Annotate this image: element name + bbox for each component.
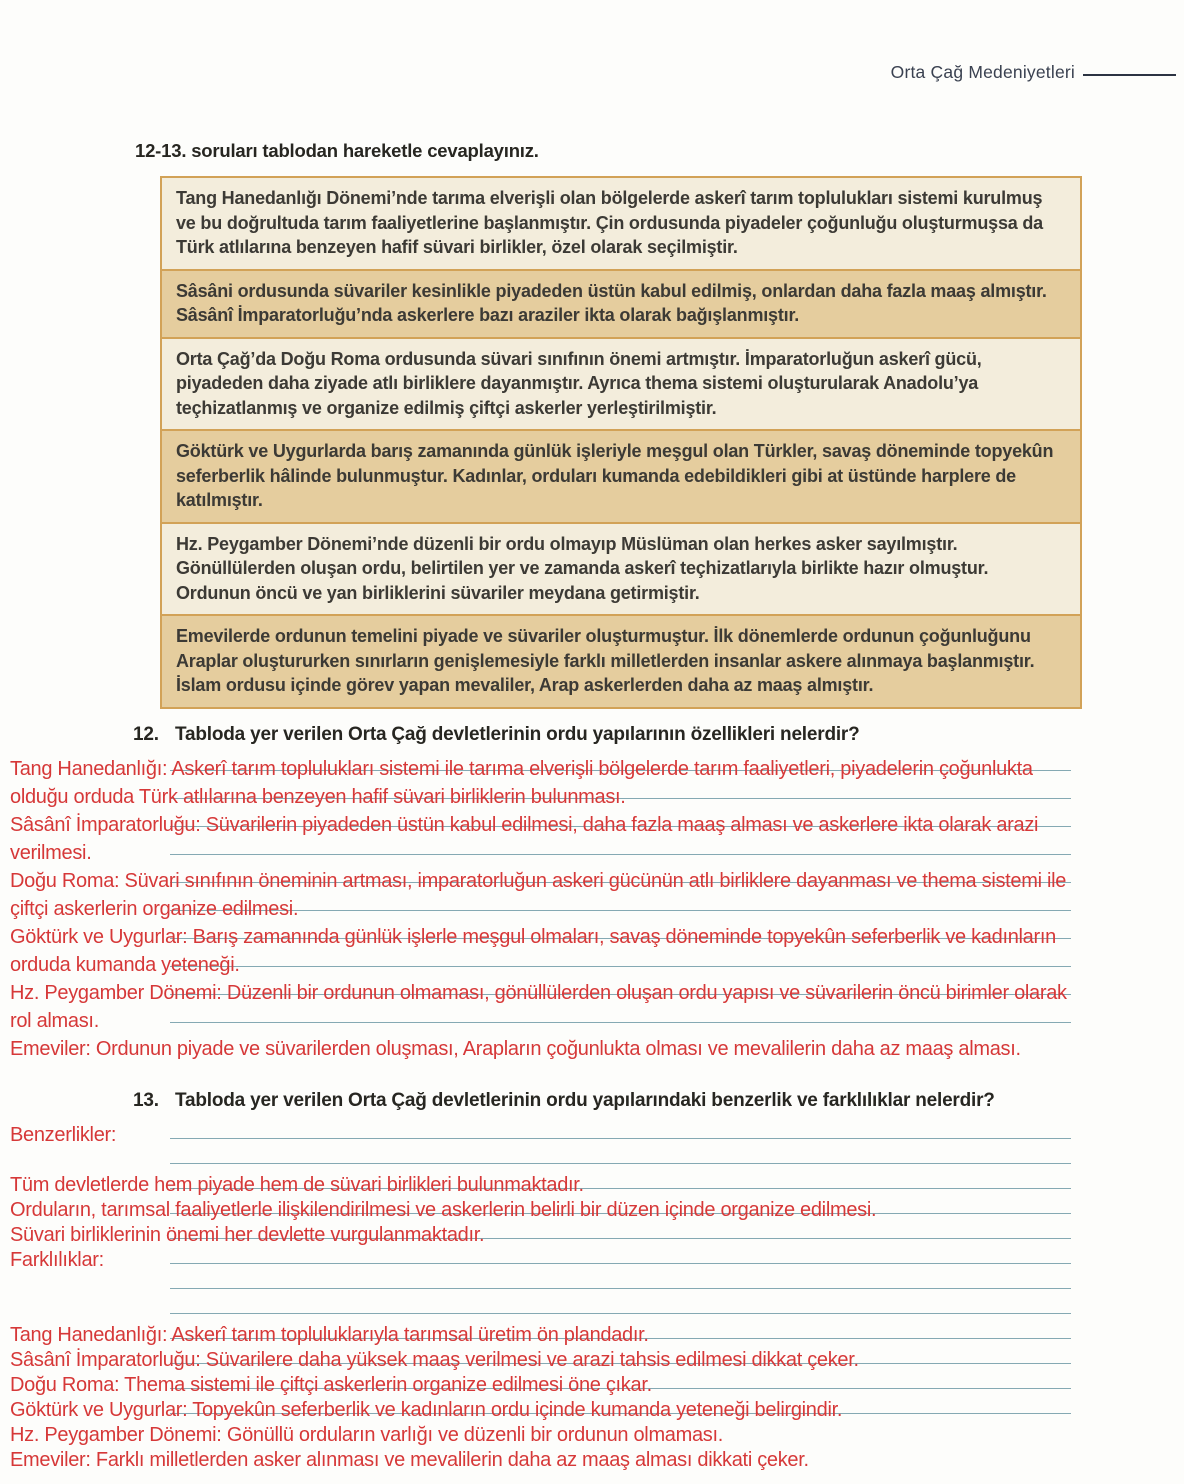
answer-row (10, 1147, 1176, 1172)
handwritten-answer-text: Hz. Peygamber Dönemi: Düzenli bir ordunun olmaması, gönüllülerden oluşan ordu yapısı ve süvarilerin öncü birimler olarak (10, 982, 1067, 1004)
ruled-line (170, 966, 1071, 967)
answer-row (10, 1347, 1176, 1372)
page-header (0, 62, 1176, 83)
ruled-line (170, 1138, 1071, 1139)
header-underline (1083, 74, 1176, 76)
handwritten-answer-text: orduda kumanda yeteneği. (10, 954, 240, 976)
handwritten-answer-text: Süvari birliklerinin önemi her devlette vurgulanmaktadır. (10, 1224, 485, 1246)
table-row: Sâsâni ordusunda süvariler kesinlikle piyadeden üstün kabul edilmiş, onlardan daha fazla maaş almıştır. Sâsânî İmparatorluğu’nda askerlere bazı araziler ikta olarak bağışlanmıştır. (162, 269, 1080, 337)
handwritten-answer-text: Tang Hanedanlığı: Askerî tarım toplulukları sistemi ile tarıma elverişli bölgelerde tarım faaliyetleri, piyadelerin çoğunlukta (10, 758, 1033, 780)
handwritten-answer-text: Sâsânî İmparatorluğu: Süvarilerin piyadeden üstün kabul edilmesi, daha fazla maaş alması ve askerlere ikta olarak arazi (10, 814, 1039, 836)
answer-row (10, 1008, 1176, 1036)
handwritten-answer-text: verilmesi. (10, 842, 92, 864)
handwritten-answer-text: Doğu Roma: Thema sistemi ile çiftçi askerlerin organize edilmesi öne çıkar. (10, 1374, 652, 1396)
ruled-line (170, 910, 1071, 911)
answer-row (10, 1372, 1176, 1397)
answer-row (10, 1172, 1176, 1197)
answer-row (10, 1036, 1176, 1064)
answer-row (10, 1297, 1176, 1322)
answer-row (10, 784, 1176, 812)
answer-row (10, 1222, 1176, 1247)
answer-row (10, 1447, 1176, 1472)
answer-row (10, 1397, 1176, 1422)
handwritten-answer-text: olduğu orduda Türk atlılarına benzeyen hafif süvari birliklerin bulunması. (10, 786, 626, 808)
answer-row (10, 756, 1176, 784)
page-header-title: Orta Çağ Medeniyetleri (890, 62, 1075, 82)
table-row: Tang Hanedanlığı Dönemi’nde tarıma elverişli olan bölgelerde askerî tarım toplulukları sistemi kurulmuş ve bu doğrultuda tarım faaliyetlerine başlanmıştır. Çin ordusunda piyadeler çoğunluğu oluşturmuşsa da Türk atlılarına benzeyen hafif süvari birlikler, özel olarak seçilmiştir. (162, 178, 1080, 269)
table-row: Orta Çağ’da Doğu Roma ordusunda süvari sınıfının önemi artmıştır. İmparatorluğun askerî gücü, piyadeden daha ziyade atlı birliklere dayanmıştır. Ayrıca thema sistemi oluşturularak Anadolu’ya teçhizatlanmış ve organize edilmiş çiftçi askerler yerleştirilmiştir. (162, 337, 1080, 430)
answer-row (10, 952, 1176, 980)
table-row: Hz. Peygamber Dönemi’nde düzenli bir ordu olmayıp Müslüman olan herkes asker sayılmıştır. Gönüllülerden oluşan ordu, belirtilen yer ve zamanda askerî teçhizatlarıyla birlikte hazır olmuştur. Ordunun öncü ve yan birliklerini süvariler meydana getirmiştir. (162, 522, 1080, 615)
question-13 (133, 1090, 1093, 1112)
ruled-line (170, 1022, 1071, 1023)
answer-row (10, 868, 1176, 896)
question-12-text: Tabloda yer verilen Orta Çağ devletlerinin ordu yapılarının özellikleri nelerdir? (175, 724, 860, 745)
answer-row (10, 896, 1176, 924)
question-12 (133, 724, 1093, 746)
answer-row (10, 1247, 1176, 1272)
answer-row (10, 812, 1176, 840)
handwritten-answer-text: Orduların, tarımsal faaliyetlerle ilişkilendirilmesi ve askerlerin belirli bir düzen içinde organize edilmesi. (10, 1199, 877, 1221)
handwritten-answer-text: çiftçi askerlerin organize edilmesi. (10, 898, 299, 920)
handwritten-answer-text: Farklılıklar: (10, 1249, 104, 1271)
table-row: Göktürk ve Uygurlarda barış zamanında günlük işleriyle meşgul olan Türkler, savaş döneminde topyekûn seferberlik hâlinde bulunmuştur. Kadınlar, orduları kumanda edebildikleri gibi at üstünde harplere de katılmıştır. (162, 429, 1080, 522)
answer-row (10, 1197, 1176, 1222)
question-13-answer-area (10, 1122, 1176, 1472)
ruled-line (170, 1288, 1071, 1289)
handwritten-answer-text: Tang Hanedanlığı: Askerî tarım topluluklarıyla tarımsal üretim ön plandadır. (10, 1324, 649, 1346)
ruled-line (170, 1313, 1071, 1314)
handwritten-answer-text: Doğu Roma: Süvari sınıfının öneminin artması, imparatorluğun askeri gücünün atlı birliklere dayanması ve thema sistemi ile (10, 870, 1067, 892)
answer-row (10, 1422, 1176, 1447)
question-12-answer-area (10, 756, 1176, 1064)
question-13-text: Tabloda yer verilen Orta Çağ devletlerinin ordu yapılarındaki benzerlik ve farklılıklar nelerdir? (175, 1090, 995, 1111)
instruction-text: 12-13. soruları tablodan hareketle cevaplayınız. (135, 140, 539, 161)
handwritten-answer-text: Göktürk ve Uygurlar: Topyekûn seferberlik ve kadınların ordu içinde kumanda yeteneği belirgindir. (10, 1399, 843, 1421)
handwritten-answer-text: Tüm devletlerde hem piyade hem de süvari birlikleri bulunmaktadır. (10, 1174, 584, 1196)
handwritten-answer-text: Benzerlikler: (10, 1124, 117, 1146)
answer-row (10, 1122, 1176, 1147)
answer-row (10, 924, 1176, 952)
handwritten-answer-text: Emeviler: Farklı milletlerden asker alınması ve mevalilerin daha az maaş alması dikkati çeker. (10, 1449, 809, 1471)
answer-row (10, 1322, 1176, 1347)
answer-row (10, 840, 1176, 868)
handwritten-answer-text: Emeviler: Ordunun piyade ve süvarilerden oluşması, Arapların çoğunlukta olması ve mevalilerin daha az maaş alması. (10, 1038, 1021, 1060)
handwritten-answer-text: rol alması. (10, 1010, 99, 1032)
info-table (160, 176, 1082, 709)
handwritten-answer-text: Sâsânî İmparatorluğu: Süvarilere daha yüksek maaş verilmesi ve arazi tahsis edilmesi dikkat çeker. (10, 1349, 859, 1371)
ruled-line (170, 854, 1071, 855)
handwritten-answer-text: Hz. Peygamber Dönemi: Gönüllü orduların varlığı ve düzenli bir ordunun olmaması. (10, 1424, 724, 1446)
answer-row (10, 980, 1176, 1008)
question-13-number: 13. (133, 1090, 159, 1111)
answer-row (10, 1272, 1176, 1297)
ruled-line (170, 1163, 1071, 1164)
ruled-line (170, 1263, 1071, 1264)
question-12-number: 12. (133, 724, 159, 745)
table-row: Emevilerde ordunun temelini piyade ve süvariler oluşturmuştur. İlk dönemlerde ordunun çoğunluğunu Araplar oluştururken sınırların genişlemesiyle farklı milletlerden insanlar askere alınmaya başlanmıştır. İslam ordusu içinde görev yapan mevaliler, Arap askerlerden daha az maaş almıştır. (162, 614, 1080, 707)
handwritten-answer-text: Göktürk ve Uygurlar: Barış zamanında günlük işlerle meşgul olmaları, savaş döneminde topyekûn seferberlik ve kadınların (10, 926, 1056, 948)
